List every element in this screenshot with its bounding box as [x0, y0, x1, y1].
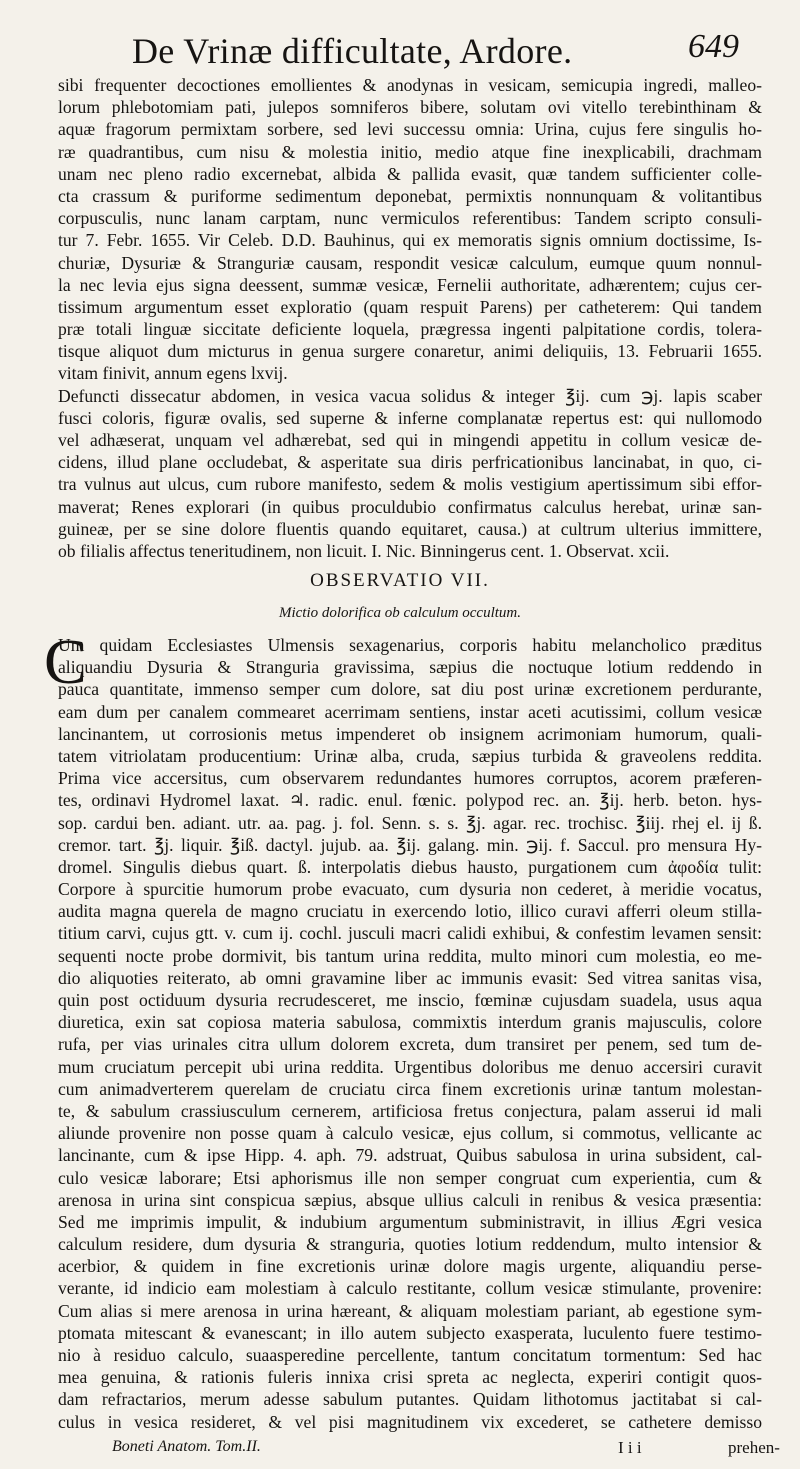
- text-line: dromel. Singulis diebus quart. ß. interpolatis diebus hausto, purgationem cum ἀφοδία tulit:: [58, 856, 762, 877]
- text-line: sop. cardui ben. adiant. utr. aa. pag. j. fol. Senn. s. s. ℥j. agar. rec. trochisc. ℥iij. rhej el. ij ß.: [58, 812, 762, 833]
- text-line: la nec levia ejus signa deessent, summæ vesicæ, Fernelii authoritate, adhærentem; cujus cer-: [58, 274, 762, 295]
- text-line: Um quidam Ecclesiastes Ulmensis sexagenarius, corporis habitu melancholico præditus: [58, 635, 762, 655]
- text-line: maverat; Renes explorari (in quibus proculdubio confirmatus calculus herebat, urinæ san-: [58, 496, 762, 517]
- text-line: cta crassum & puriforme sedimentum deponebat, permixtis nonnunquam & volitantibus: [58, 185, 762, 206]
- page-footer: [0, 1438, 800, 1462]
- previous-observation-text: [58, 74, 762, 562]
- text-line: acerbior, & quidem in fine excretionis urinæ dolore magis urgente, aliquandiu perse-: [58, 1256, 762, 1277]
- observation-heading: OBSERVATIO VII.: [310, 570, 490, 591]
- text-line: eam dum per canalem commearet acerrimam sentiens, instar aceti acutissimi, collum vesicæ: [58, 701, 762, 722]
- text-line: præ totali linguæ siccitate deficiente loquela, prægressa ingenti palpitatione cordis, tolera-: [58, 319, 762, 340]
- text-line: culus in vesica resideret, & vel pisi magnitudinem vix excederet, se cathetere demisso: [58, 1411, 762, 1432]
- text-line: verante, id indicio eam molestiam à calculo restitante, collum vesicæ stimulante, provenire:: [58, 1278, 762, 1299]
- footer-catchword: prehen-: [728, 1438, 780, 1457]
- text-line: cidens, illud plane occludebat, & asperitate sua diris perfricationibus lancinabat, in quo, ci-: [58, 452, 762, 473]
- text-line: culo vesicæ laborare; Etsi aphorismus ille non semper congruat cum experientia, cum &: [58, 1167, 762, 1188]
- text-line: corpusculis, nunc lanam carptam, nunc vermiculos referentibus: Tandem scripto consuli-: [58, 208, 762, 229]
- text-line: vel adhæserat, unquam vel adhærebat, sed qui in mingendi appetitu in collum vesicæ de-: [58, 430, 762, 450]
- text-line: fusci coloris, figuræ ovalis, sed superne & inferne complanatæ repertus est: qui nullomodo: [58, 407, 762, 428]
- page-number: 649: [688, 28, 739, 65]
- text-line: vitam finivit, annum egens lxvij.: [58, 363, 288, 384]
- text-line: aquæ fragorum permixtam sorbere, sed levi successu omnia: Urina, cujus fere singulis ho-: [58, 119, 762, 140]
- observation-subtitle: Mictio dolorifica ob calculum occultum.: [278, 605, 522, 621]
- text-line: te, & sabulum crassiusculum cernerem, artificiosa fretus conjectura, palam asserui id mali: [58, 1100, 762, 1121]
- text-line: Corpore à spurcitie humorum probe evacuato, cum dysuria non cederet, à meridie vocatus,: [58, 879, 762, 900]
- text-line: cum animadverterem querelam de cruciatu circa finem excretionis urinæ tantum molestan-: [58, 1078, 762, 1099]
- page-header: [0, 22, 800, 72]
- text-line: cremor. tart. ℥j. liquir. ℥iß. dactyl. jujub. aa. ℥ij. galang. min. ℈ij. f. Saccul. pro mensura Hy-: [58, 834, 762, 855]
- footer-gathering-mark: I i i: [618, 1438, 642, 1457]
- text-line: guineæ, per se sine dolore fluentis quando equitaret, causa.) at cultrum ulterius immittere,: [58, 518, 762, 539]
- text-line: lorum phlebotomiam pati, julepos somniferos bibere, solutam ovi vitello terebinthinam &: [58, 97, 762, 118]
- text-line: aliquandiu Dysuria & Stranguria gravissima, sæpius die noctuque lotium reddendo in: [58, 657, 762, 678]
- text-line: titium carvi, cujus gtt. v. cum ij. cochl. jusculi macri calidi exhibui, & confestim levamen sensit:: [58, 923, 762, 944]
- text-line: lancinante, cum & ipse Hipp. 4. aph. 79. adstruat, Quibus sabulosa in urina subsident, cal-: [58, 1145, 762, 1166]
- text-line: tra vulnus aut ulcus, cum rubore manifesto, sedem & molis vestigium apertissimum sibi effor-: [58, 474, 762, 495]
- text-line: nio à residuo calculo, suaasperedine percellente, tantum concitatum tormentum: Sed hac: [58, 1345, 762, 1365]
- text-line: pauca quantitate, immenso semper cum dolore, sat diu post urinæ excretionem perdurante,: [58, 679, 762, 700]
- observation-text: [58, 634, 762, 1433]
- running-title: De Vrinæ difficultate, Ardore.: [132, 31, 573, 71]
- footer-signature: Boneti Anatom. Tom.II.: [112, 1438, 261, 1455]
- text-line: dio aliquoties reiterato, ab omni gravamine liber ac immunis evasit: Sed vitrea sanitas visa,: [58, 967, 762, 988]
- text-line: mum cruciatum percepit ubi urina reddita. Urgentibus doloribus me denuo accersiri curavit: [58, 1056, 762, 1077]
- text-line: tur 7. Febr. 1655. Vir Celeb. D.D. Bauhinus, qui ex memoratis signis omnium doctissime, Is-: [58, 230, 762, 251]
- text-line: audita magna querela de magno cruciatu in exercendo lotio, illico curavi afferri oleum stilla-: [58, 901, 762, 922]
- text-line: ob filialis affectus teneritudinem, non licuit. I. Nic. Binningerus cent. 1. Observat. xcii.: [58, 540, 670, 561]
- text-line: sibi frequenter decoctiones emollientes & anodynas in vesicam, semicupia ingredi, malleo-: [58, 75, 762, 95]
- text-line: dam refractarios, merum adesse sabulum putantes. Quidam lithotomus jactitabat si cal-: [58, 1389, 762, 1410]
- text-line: unam nec pleno radio excernebat, albida & pallida evasit, quæ tandem sufficienter colle-: [58, 163, 762, 184]
- text-line: Sed me imprimis impulit, & indubium argumentum subministravit, in illius Ægri vesica: [58, 1211, 762, 1232]
- text-line: tatem vitriolatam producentium: Urinæ alba, cruda, sæpius turbida & graveolens reddita.: [58, 745, 762, 766]
- text-line: tisque aliquot dum micturus in genua surgere conaretur, animi deliquiis, 13. Februarii 1655.: [58, 341, 762, 362]
- text-line: diuretica, exin sat copiosa materia sabulosa, commixtis interdum granis majusculis, colore: [58, 1012, 762, 1033]
- text-line: churiæ, Dysuriæ & Stranguriæ causam, respondit vesicæ calculum, eumque quum nonnul-: [58, 252, 762, 273]
- text-line: tes, ordinavi Hydromel laxat. ♃. radic. enul. fœnic. polypod rec. an. ℥ij. herb. beton. hys-: [58, 790, 762, 811]
- text-line: ptomata mitescant & evanescant; in illo autem subjecto exasperata, luculento fuere testimo-: [58, 1322, 762, 1343]
- drop-cap: C: [44, 626, 87, 697]
- text-line: tissimum argumentum esset exploratio (quam respuit Parens) per catheterem: Qui tandem: [58, 296, 762, 317]
- text-line: lancinantem, ut corrosionis metus impenderet ob insignem acrimoniam humorum, quali-: [58, 723, 762, 744]
- text-line: Cum alias si mere arenosa in urina hæreant, & aliquam molestiam pariant, ab egestione sym-: [58, 1300, 762, 1321]
- text-line: sequenti nocte probe dormivit, bis tantum urina reddita, multo minori cum molestia, eo me-: [58, 945, 762, 966]
- text-line: mea genuina, & rationis fuleris innixa crisi spreta ac neglecta, experiri contigit quos-: [58, 1367, 762, 1388]
- text-line: ræ quadrantibus, cum nisu & molestia initio, medio atque fine inexplicabili, drachmam: [58, 141, 762, 162]
- text-line: Prima vice accersitus, cum observarem redundantes humores corruptos, acorem præferen-: [58, 768, 762, 789]
- text-line: Defuncti dissecatur abdomen, in vesica vacua solidus & integer ℥ij. cum ℈j. lapis scaber: [58, 385, 762, 406]
- text-line: calculum residere, dum dysuria & stranguria, quoties lotium reddendum, multo intensior &: [58, 1234, 762, 1255]
- text-line: arenosa in urina sint conspicua sæpius, absque ullius calculi in renibus & vesica præsentia:: [58, 1189, 762, 1210]
- text-line: rufa, per vias urinales citra ullum dolorem excreta, dum transiret per penem, sed tum de-: [58, 1034, 762, 1055]
- text-line: quin post octiduum dysuria recrudesceret, me inscio, fœminæ cujusdam suadela, usus aqua: [58, 990, 762, 1010]
- text-line: aliunde provenire non posse quam à calculo vesicæ, ejus collum, si commotus, vellicante ac: [58, 1123, 762, 1144]
